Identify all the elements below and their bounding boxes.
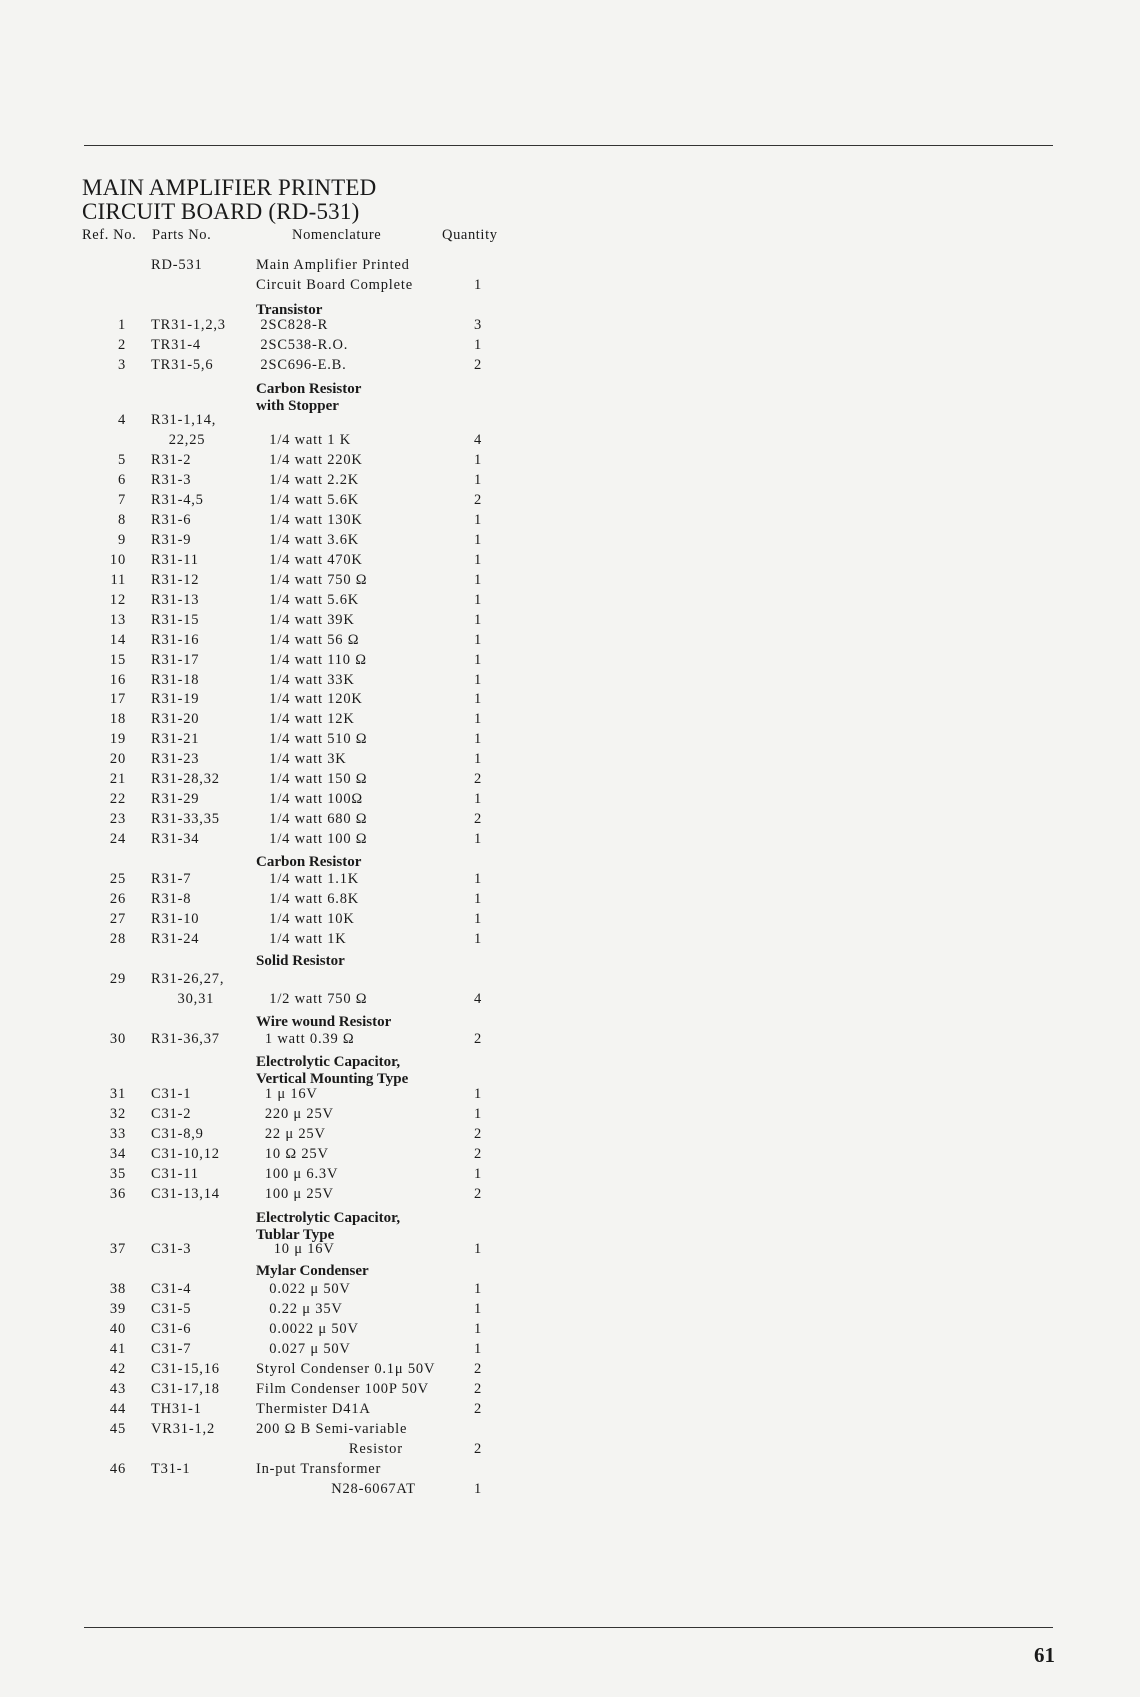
nomenclature-cell: 1/4 watt 56 Ω [256,631,360,648]
quantity-cell: 4 [474,432,483,449]
nomenclature-cell: 1/4 watt 110 Ω [256,651,367,668]
quantity-cell: 1 [474,511,483,528]
quantity-cell: 2 [474,1030,483,1047]
nomenclature-cell: 2SC538-R.O. [256,336,349,353]
table-row [0,831,1140,851]
quantity-cell: 1 [474,1086,483,1102]
table-row [0,357,1140,377]
section-heading: Transistor [256,301,323,318]
quantity-cell: 2 [474,491,483,508]
table-row [0,1166,1140,1186]
nomenclature-cell: 1/4 watt 1.1K [256,871,360,887]
nomenclature-cell: 1/4 watt 2.2K [256,472,360,488]
nomenclature-cell: 1 watt 0.39 Ω [256,1030,355,1047]
nomenclature-cell: 1/4 watt 130K [256,511,363,528]
nomenclature-cell: 1/4 watt 3.6K [256,531,360,548]
parts-no-cell: C31-4 [151,1281,192,1298]
ref-no-cell: 21 [109,771,126,788]
quantity-cell: 1 [474,1320,483,1337]
table-row [0,731,1140,751]
parts-no-cell: R31-36,37 [151,1030,220,1047]
table-row [0,452,1140,472]
ref-no-cell: 4 [117,412,126,429]
quantity-cell: 2 [474,1185,483,1202]
parts-no-cell: C31-3 [151,1241,192,1258]
nomenclature-cell: 0.027 μ 50V [256,1340,351,1357]
table-row [0,1421,1140,1441]
ref-no-cell: 29 [109,970,126,987]
quantity-cell: 1 [474,551,483,568]
parts-no-cell: R31-20 [151,711,200,728]
parts-no-cell: R31-12 [151,571,200,588]
quantity-cell: 1 [474,591,483,608]
parts-no-cell: C31-7 [151,1340,192,1357]
table-row [0,592,1140,612]
nomenclature-cell: 1/2 watt 750 Ω [256,990,368,1007]
ref-no-cell: 19 [109,731,126,748]
parts-no-cell: C31-17,18 [151,1380,220,1397]
section-heading: Mylar Condenser [256,1263,369,1280]
quantity-cell: 1 [474,1105,483,1122]
quantity-cell: 1 [474,1241,483,1258]
table-row [0,931,1140,951]
parts-no-cell: 30,31 [151,990,215,1007]
table-row [0,1461,1140,1481]
parts-no-cell: R31-8 [151,890,192,907]
parts-no-cell: R31-11 [151,551,199,568]
ref-no-cell: 25 [109,871,126,887]
table-row [0,512,1140,532]
nomenclature-cell: 1/4 watt 10K [256,910,355,927]
parts-no-cell: R31-18 [151,671,200,688]
nomenclature-cell: 1/4 watt 680 Ω [256,811,368,828]
quantity-cell: 1 [474,276,483,293]
ref-no-cell: 2 [117,336,126,353]
bottom-rule [84,1627,1053,1628]
nomenclature-cell: 1/4 watt 3K [256,751,347,768]
ref-no-cell: 5 [117,452,126,469]
quantity-cell: 2 [474,771,483,788]
parts-no-cell: TH31-1 [151,1400,202,1417]
nomenclature-cell: 2SC828-R [256,316,329,333]
table-row [0,691,1140,711]
ref-no-cell: 42 [109,1360,126,1377]
quantity-cell: 1 [474,890,483,907]
quantity-cell: 2 [474,1145,483,1162]
table-row [0,257,1140,277]
ref-no-cell: 39 [109,1301,126,1317]
ref-no-cell: 36 [109,1185,126,1202]
quantity-cell: 1 [474,531,483,548]
parts-no-cell: R31-19 [151,691,200,708]
table-row [0,492,1140,512]
nomenclature-cell: 0.022 μ 50V [256,1281,351,1298]
ref-no-cell: 3 [117,356,126,373]
ref-no-cell: 20 [109,751,126,768]
ref-no-cell: 12 [109,591,126,608]
parts-no-cell: 22,25 [151,432,206,449]
nomenclature-cell: 1/4 watt 100 Ω [256,831,368,848]
parts-no-cell: C31-2 [151,1105,192,1122]
table-row [0,1441,1140,1461]
quantity-cell: 1 [474,930,483,947]
parts-no-cell: T31-1 [151,1460,191,1477]
quantity-cell: 3 [474,316,483,333]
table-row [0,1481,1140,1501]
table-row [0,1031,1140,1051]
parts-no-cell: TR31-4 [151,336,201,353]
quantity-cell: 2 [474,1380,483,1397]
quantity-cell: 2 [474,1400,483,1417]
parts-no-cell: TR31-5,6 [151,356,214,373]
table-row [0,472,1140,492]
parts-no-cell: R31-3 [151,472,192,488]
ref-no-cell: 30 [109,1030,126,1047]
header-nomenclature: Nomenclature [292,227,382,243]
parts-no-cell: R31-4,5 [151,491,204,508]
quantity-cell: 1 [474,691,483,708]
quantity-cell: 1 [474,1165,483,1182]
ref-no-cell: 33 [109,1125,126,1142]
nomenclature-cell: 1/4 watt 510 Ω [256,731,368,748]
parts-no-cell: C31-11 [151,1165,199,1182]
table-row [0,317,1140,337]
nomenclature-cell: Thermister D41A [256,1400,371,1417]
nomenclature-cell: N28-6067AT [256,1480,416,1497]
table-row [0,991,1140,1011]
quantity-cell: 1 [474,791,483,808]
parts-no-cell: C31-5 [151,1301,192,1317]
nomenclature-cell: 1/4 watt 120K [256,691,363,708]
table-row [0,572,1140,592]
nomenclature-cell: 0.0022 μ 50V [256,1320,359,1337]
ref-no-cell: 22 [109,791,126,808]
quantity-cell: 1 [474,671,483,688]
table-row [0,432,1140,452]
ref-no-cell: 10 [109,551,126,568]
parts-no-cell: R31-26,27, [151,970,225,987]
ref-no-cell: 37 [109,1241,126,1258]
section-heading: Solid Resistor [256,952,345,969]
nomenclature-cell: 1/4 watt 5.6K [256,591,360,608]
nomenclature-cell: 1/4 watt 1 K [256,432,351,449]
table-row [0,771,1140,791]
ref-no-cell: 26 [109,890,126,907]
quantity-cell: 1 [474,472,483,488]
ref-no-cell: 41 [109,1340,126,1357]
ref-no-cell: 24 [109,831,126,848]
table-row [0,1106,1140,1126]
nomenclature-cell: Styrol Condenser 0.1μ 50V [256,1360,436,1377]
nomenclature-cell: 1/4 watt 1K [256,930,347,947]
table-row [0,791,1140,811]
table-row [0,1341,1140,1361]
quantity-cell: 2 [474,1440,483,1457]
nomenclature-cell: 100 μ 6.3V [256,1165,339,1182]
table-row [0,412,1140,432]
table-row [0,911,1140,931]
table-row [0,1126,1140,1146]
parts-no-cell: R31-6 [151,511,192,528]
quantity-cell: 1 [474,452,483,469]
ref-no-cell: 17 [109,691,126,708]
parts-no-cell: TR31-1,2,3 [151,316,226,333]
table-row [0,1321,1140,1341]
parts-no-cell: R31-16 [151,631,200,648]
parts-no-cell: VR31-1,2 [151,1420,215,1437]
quantity-cell: 2 [474,356,483,373]
table-row [0,971,1140,991]
parts-no-cell: R31-24 [151,930,200,947]
quantity-cell: 1 [474,651,483,668]
quantity-cell: 2 [474,811,483,828]
table-row [0,672,1140,692]
table-row [0,1146,1140,1166]
nomenclature-cell: 1/4 watt 33K [256,671,355,688]
quantity-cell: 4 [474,990,483,1007]
ref-no-cell: 11 [110,571,126,588]
parts-no-cell: R31-10 [151,910,200,927]
table-row [0,1281,1140,1301]
quantity-cell: 2 [474,1360,483,1377]
nomenclature-cell: 220 μ 25V [256,1105,334,1122]
ref-no-cell: 35 [109,1165,126,1182]
quantity-cell: 1 [474,751,483,768]
nomenclature-cell: Film Condenser 100P 50V [256,1380,429,1397]
nomenclature-cell: 1/4 watt 150 Ω [256,771,368,788]
quantity-cell: 1 [474,1281,483,1298]
ref-no-cell: 6 [117,472,126,488]
table-row [0,1401,1140,1421]
parts-no-cell: R31-29 [151,791,200,808]
section-heading: Carbon Resistor with Stopper [256,380,362,414]
table-row [0,751,1140,771]
table-row [0,811,1140,831]
parts-no-cell: R31-28,32 [151,771,220,788]
ref-no-cell: 31 [109,1086,126,1102]
table-row [0,1086,1140,1106]
parts-no-cell: C31-10,12 [151,1145,220,1162]
ref-no-cell: 1 [117,316,126,333]
parts-no-cell: C31-13,14 [151,1185,220,1202]
ref-no-cell: 14 [109,631,126,648]
section-heading: Electrolytic Capacitor, Tublar Type [256,1209,401,1243]
table-row [0,532,1140,552]
parts-no-cell: R31-17 [151,651,200,668]
table-row [0,337,1140,357]
parts-no-cell: R31-9 [151,531,192,548]
quantity-cell: 1 [474,1301,483,1317]
page-number: 61 [1034,1643,1055,1667]
ref-no-cell: 46 [109,1460,126,1477]
table-row [0,891,1140,911]
parts-no-cell: C31-1 [151,1086,192,1102]
ref-no-cell: 40 [109,1320,126,1337]
quantity-cell: 1 [474,1480,483,1497]
table-row [0,1301,1140,1321]
quantity-cell: 1 [474,831,483,848]
table-row [0,612,1140,632]
table-row [0,632,1140,652]
table-row [0,1361,1140,1381]
title-line-2: CIRCUIT BOARD (RD-531) [82,199,360,224]
nomenclature-cell: 1/4 watt 470K [256,551,363,568]
ref-no-cell: 7 [117,491,126,508]
parts-no-cell: C31-15,16 [151,1360,220,1377]
ref-no-cell: 34 [109,1145,126,1162]
quantity-cell: 1 [474,611,483,628]
title-line-1: MAIN AMPLIFIER PRINTED [82,175,377,200]
table-row [0,552,1140,572]
table-row [0,1381,1140,1401]
nomenclature-cell: 100 μ 25V [256,1185,334,1202]
quantity-cell: 1 [474,1340,483,1357]
table-row [0,277,1140,297]
nomenclature-cell: 1/4 watt 5.6K [256,491,360,508]
parts-no-cell: RD-531 [151,257,203,273]
nomenclature-cell: 0.22 μ 35V [256,1301,343,1317]
nomenclature-cell: 1/4 watt 220K [256,452,363,469]
ref-no-cell: 38 [109,1281,126,1298]
ref-no-cell: 15 [109,651,126,668]
section-heading: Wire wound Resistor [256,1013,392,1030]
nomenclature-cell: 1/4 watt 750 Ω [256,571,368,588]
section-heading: Carbon Resistor [256,854,362,871]
ref-no-cell: 9 [117,531,126,548]
nomenclature-cell: 10 μ 16V [256,1241,335,1258]
nomenclature-cell: Resistor [256,1440,403,1457]
ref-no-cell: 27 [109,910,126,927]
parts-no-cell: R31-23 [151,751,200,768]
parts-no-cell: R31-34 [151,831,200,848]
table-row [0,652,1140,672]
table-row [0,1186,1140,1206]
parts-no-cell: R31-15 [151,611,200,628]
parts-no-cell: C31-8,9 [151,1125,204,1142]
nomenclature-cell: 200 Ω B Semi-variable [256,1420,408,1437]
nomenclature-cell: Circuit Board Complete [256,276,413,293]
quantity-cell: 1 [474,571,483,588]
quantity-cell: 1 [474,910,483,927]
nomenclature-cell: 10 Ω 25V [256,1145,329,1162]
parts-no-cell: R31-7 [151,871,192,887]
header-quantity: Quantity [442,227,498,243]
parts-no-cell: R31-13 [151,591,200,608]
quantity-cell: 2 [474,1125,483,1142]
parts-no-cell: R31-33,35 [151,811,220,828]
table-row [0,711,1140,731]
header-ref-no: Ref. No. [82,227,137,243]
ref-no-cell: 32 [109,1105,126,1122]
parts-no-cell: R31-1,14, [151,412,217,429]
ref-no-cell: 16 [109,671,126,688]
nomenclature-cell: 1/4 watt 6.8K [256,890,360,907]
ref-no-cell: 13 [109,611,126,628]
ref-no-cell: 43 [109,1380,126,1397]
nomenclature-cell: 1/4 watt 39K [256,611,355,628]
ref-no-cell: 23 [109,811,126,828]
nomenclature-cell: 1/4 watt 100Ω [256,791,363,808]
table-row [0,871,1140,891]
quantity-cell: 1 [474,336,483,353]
parts-no-cell: R31-2 [151,452,192,469]
nomenclature-cell: 2SC696-E.B. [256,356,347,373]
quantity-cell: 1 [474,631,483,648]
nomenclature-cell: 1/4 watt 12K [256,711,355,728]
quantity-cell: 1 [474,731,483,748]
quantity-cell: 1 [474,871,483,887]
quantity-cell: 1 [474,711,483,728]
nomenclature-cell: 1 μ 16V [256,1086,318,1102]
ref-no-cell: 18 [109,711,126,728]
table-row [0,1241,1140,1261]
ref-no-cell: 45 [109,1420,126,1437]
section-heading: Electrolytic Capacitor, Vertical Mounting Type [256,1053,409,1087]
nomenclature-cell: In-put Transformer [256,1460,382,1477]
nomenclature-cell: 22 μ 25V [256,1125,326,1142]
header-parts-no: Parts No. [152,227,212,243]
ref-no-cell: 44 [109,1400,126,1417]
parts-no-cell: R31-21 [151,731,200,748]
ref-no-cell: 8 [117,511,126,528]
ref-no-cell: 28 [109,930,126,947]
parts-no-cell: C31-6 [151,1320,192,1337]
nomenclature-cell: Main Amplifier Printed [256,257,410,273]
